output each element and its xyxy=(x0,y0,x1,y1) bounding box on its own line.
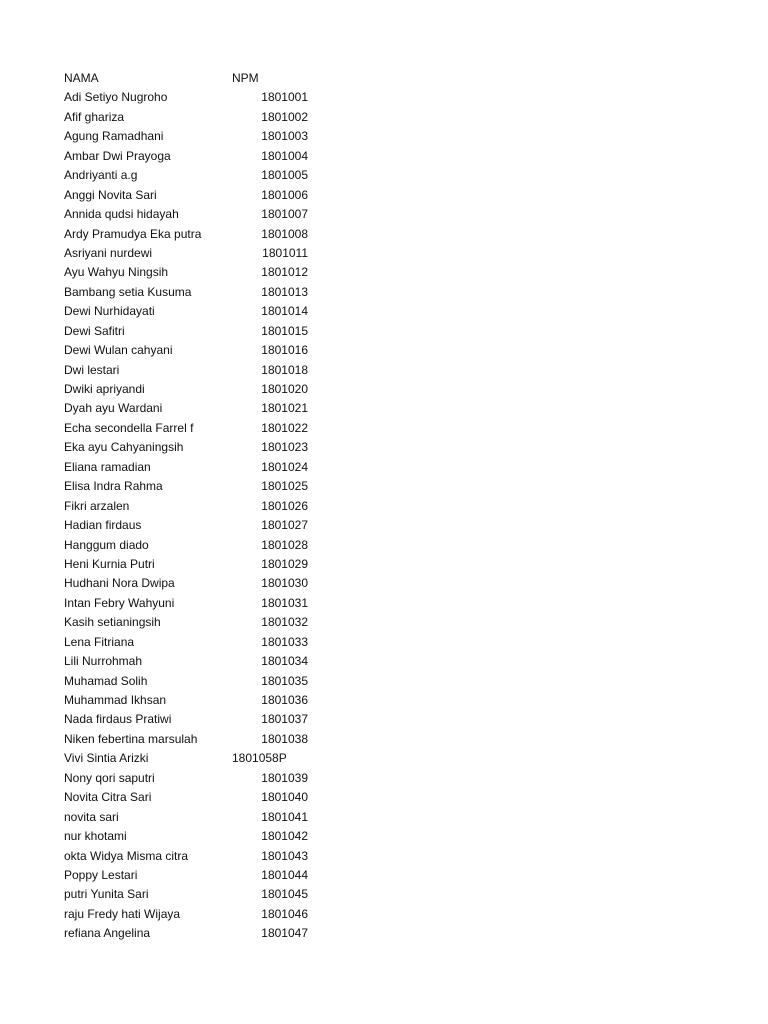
header-row xyxy=(64,69,324,88)
table-row xyxy=(64,924,324,943)
cell-npm: 1801037 xyxy=(261,712,308,727)
cell-npm: 1801029 xyxy=(261,556,308,571)
table-row xyxy=(64,361,324,380)
table-row xyxy=(64,205,324,224)
cell-npm: 1801006 xyxy=(261,187,308,202)
cell-npm: 1801044 xyxy=(261,867,308,882)
table-row xyxy=(64,341,324,360)
cell-npm: 1801040 xyxy=(261,790,308,805)
table-row xyxy=(64,166,324,185)
cell-nama: Eliana ramadian xyxy=(64,459,151,474)
cell-npm: 1801022 xyxy=(261,420,308,435)
table-row xyxy=(64,885,324,904)
cell-nama: Fikri arzalen xyxy=(64,498,130,513)
cell-nama: nur khotami xyxy=(64,829,127,844)
table-row xyxy=(64,399,324,418)
cell-npm: 1801018 xyxy=(261,362,308,377)
cell-npm: 1801042 xyxy=(261,829,308,844)
cell-nama: Dewi Wulan cahyani xyxy=(64,343,173,358)
table-row xyxy=(64,458,324,477)
table-row xyxy=(64,749,324,768)
cell-npm: 1801005 xyxy=(261,168,308,183)
cell-npm: 1801023 xyxy=(261,440,308,455)
cell-npm: 1801008 xyxy=(261,226,308,241)
table-row xyxy=(64,497,324,516)
cell-nama: Hanggum diado xyxy=(64,537,149,552)
cell-nama: Muhamad Solih xyxy=(64,673,148,688)
table-row xyxy=(64,88,324,107)
cell-nama: Dyah ayu Wardani xyxy=(64,401,163,416)
cell-npm: 1801047 xyxy=(261,926,308,941)
table-row xyxy=(64,594,324,613)
table-row xyxy=(64,108,324,127)
table-row xyxy=(64,769,324,788)
cell-npm: 1801014 xyxy=(261,304,308,319)
cell-npm: 1801043 xyxy=(261,848,308,863)
cell-npm: 1801020 xyxy=(261,382,308,396)
cell-nama: Hudhani Nora Dwipa xyxy=(64,576,175,591)
cell-nama: Adi Setiyo Nugroho xyxy=(64,90,168,105)
cell-nama: Afif ghariza xyxy=(64,109,125,124)
cell-nama: Nada firdaus Pratiwi xyxy=(64,712,172,727)
cell-npm: 1801028 xyxy=(261,537,308,552)
cell-npm: 1801036 xyxy=(261,693,308,707)
table-row xyxy=(64,438,324,457)
table-row xyxy=(64,322,324,341)
cell-nama: Heni Kurnia Putri xyxy=(64,556,155,571)
cell-nama: Kasih setianingsih xyxy=(64,615,161,630)
table-row xyxy=(64,672,324,691)
table-row xyxy=(64,633,324,652)
cell-nama: Muhammad Ikhsan xyxy=(64,693,167,707)
column-header-nama: NAMA xyxy=(64,71,99,85)
cell-nama: Ambar Dwi Prayoga xyxy=(64,148,171,163)
table-row xyxy=(64,516,324,535)
table-row xyxy=(64,691,324,710)
cell-npm: 1801045 xyxy=(261,887,308,902)
cell-npm: 1801015 xyxy=(261,323,308,338)
cell-npm: 1801034 xyxy=(261,654,308,669)
cell-nama: Echa secondella Farrel f xyxy=(64,420,194,435)
cell-npm: 1801038 xyxy=(261,731,308,746)
cell-nama: Dwiki apriyandi xyxy=(64,382,145,396)
cell-npm: 1801002 xyxy=(261,109,308,124)
cell-nama: Novita Citra Sari xyxy=(64,790,152,805)
table-row xyxy=(64,788,324,807)
cell-nama: Ardy Pramudya Eka putra xyxy=(64,226,202,241)
cell-npm: 1801012 xyxy=(261,265,308,280)
table-row xyxy=(64,652,324,671)
student-table xyxy=(64,69,324,944)
table-row xyxy=(64,302,324,321)
cell-npm: 1801046 xyxy=(261,906,308,921)
table-row xyxy=(64,827,324,846)
cell-nama: Dwi lestari xyxy=(64,362,120,377)
table-body xyxy=(64,88,324,943)
table-row xyxy=(64,536,324,555)
table-row xyxy=(64,574,324,593)
table-row xyxy=(64,477,324,496)
cell-nama: putri Yunita Sari xyxy=(64,887,149,902)
cell-nama: Asriyani nurdewi xyxy=(64,245,153,260)
cell-nama: raju Fredy hati Wijaya xyxy=(64,906,181,921)
table-row xyxy=(64,905,324,924)
table-row xyxy=(64,186,324,205)
cell-nama: Poppy Lestari xyxy=(64,867,138,882)
cell-nama: Eka ayu Cahyaningsih xyxy=(64,440,184,455)
cell-nama: Andriyanti a.g xyxy=(64,168,138,183)
table-row xyxy=(64,225,324,244)
cell-npm: 1801013 xyxy=(261,284,308,299)
cell-npm: 1801016 xyxy=(261,343,308,358)
table-row xyxy=(64,730,324,749)
table-row xyxy=(64,263,324,282)
cell-npm: 1801026 xyxy=(261,498,308,513)
cell-npm: 1801035 xyxy=(261,673,308,688)
cell-nama: Anggi Novita Sari xyxy=(64,187,157,202)
cell-nama: Nony qori saputri xyxy=(64,770,155,785)
cell-nama: okta Widya Misma citra xyxy=(64,848,189,863)
cell-nama: Niken febertina marsulah xyxy=(64,731,198,746)
cell-nama: novita sari xyxy=(64,809,119,824)
cell-npm: 1801031 xyxy=(261,595,308,610)
table-row xyxy=(64,866,324,885)
cell-nama: refiana Angelina xyxy=(64,926,151,941)
column-header-npm: NPM xyxy=(232,71,259,85)
table-row xyxy=(64,147,324,166)
cell-npm: 1801032 xyxy=(261,615,308,630)
table-row xyxy=(64,419,324,438)
table-row xyxy=(64,847,324,866)
cell-npm: 1801039 xyxy=(261,770,308,785)
cell-nama: Dewi Nurhidayati xyxy=(64,304,155,319)
cell-nama: Bambang setia Kusuma xyxy=(64,284,192,299)
cell-npm: 1801001 xyxy=(261,90,308,105)
cell-npm: 1801004 xyxy=(261,148,308,163)
cell-npm: 1801058P xyxy=(232,751,287,766)
cell-nama: Lena Fitriana xyxy=(64,634,135,649)
table-row xyxy=(64,808,324,827)
cell-nama: Annida qudsi hidayah xyxy=(64,207,179,222)
cell-nama: Ayu Wahyu Ningsih xyxy=(64,265,169,280)
cell-npm: 1801011 xyxy=(262,245,308,260)
table-row xyxy=(64,555,324,574)
cell-nama: Elisa Indra Rahma xyxy=(64,479,163,494)
cell-nama: Agung Ramadhani xyxy=(64,129,164,144)
cell-nama: Hadian firdaus xyxy=(64,518,142,533)
cell-nama: Vivi Sintia Arizki xyxy=(64,751,149,766)
cell-nama: Intan Febry Wahyuni xyxy=(64,595,175,610)
cell-npm: 1801027 xyxy=(261,518,308,533)
cell-npm: 1801025 xyxy=(261,479,308,494)
table-row xyxy=(64,710,324,729)
cell-npm: 1801033 xyxy=(261,634,308,649)
cell-nama: Lili Nurrohmah xyxy=(64,654,143,669)
cell-npm: 1801041 xyxy=(261,809,308,824)
cell-npm: 1801030 xyxy=(261,576,308,591)
cell-nama: Dewi Safitri xyxy=(64,323,125,338)
cell-npm: 1801007 xyxy=(261,207,308,222)
cell-npm: 1801003 xyxy=(261,129,308,144)
table-row xyxy=(64,244,324,263)
table-row xyxy=(64,380,324,399)
table-row xyxy=(64,127,324,146)
table-row xyxy=(64,613,324,632)
cell-npm: 1801024 xyxy=(261,459,308,474)
table-row xyxy=(64,283,324,302)
cell-npm: 1801021 xyxy=(261,401,308,416)
